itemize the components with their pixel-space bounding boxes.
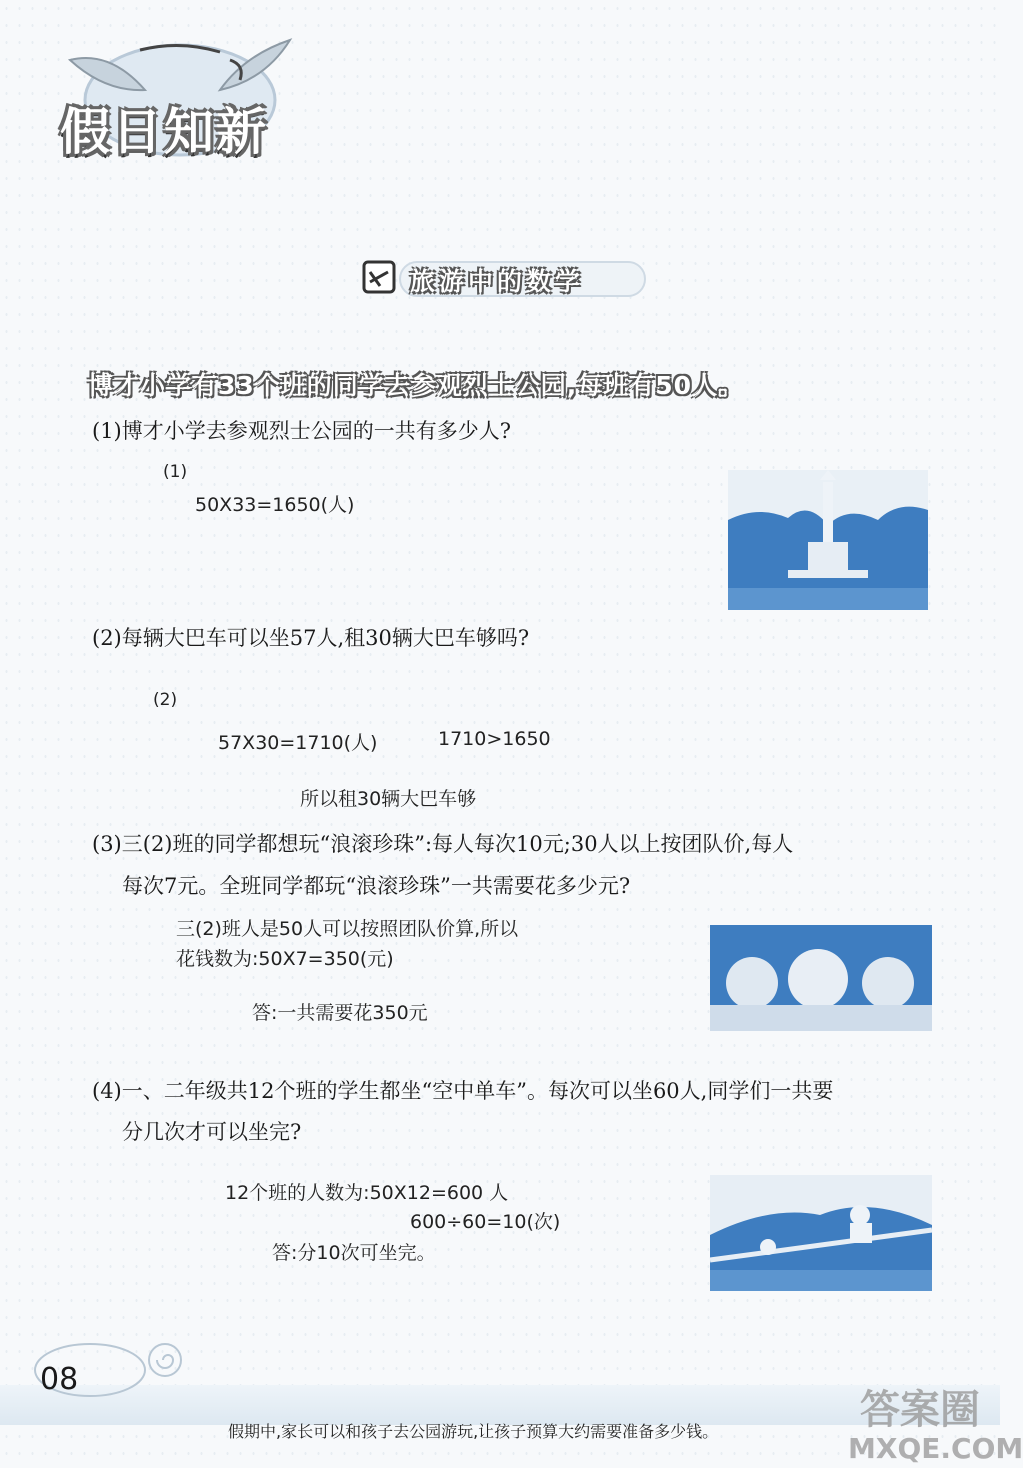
- question-3-line-1: (3)三(2)班的同学都想玩“浪滚珍珠”:每人每次10元;30人以上按团队价,每人: [92, 832, 794, 856]
- question-4-line-1: (4)一、二年级共12个班的学生都坐“空中单车”。每次可以坐60人,同学们一共要: [92, 1079, 834, 1103]
- answer-1-calc: 50X33=1650(人): [195, 494, 355, 516]
- answer-3-line-3: 答:一共需要花350元: [252, 1002, 428, 1024]
- photo-memorial-tower: [728, 470, 928, 610]
- answer-4-line-2: 600÷60=10(次): [410, 1211, 561, 1233]
- question-1: (1)博才小学去参观烈士公园的一共有多少人?: [92, 419, 512, 443]
- answer-4-line-1: 12个班的人数为:50X12=600 人: [225, 1182, 509, 1204]
- logo-title: 假日知新: [60, 103, 268, 161]
- question-2: (2)每辆大巴车可以坐57人,租30辆大巴车够吗?: [92, 626, 530, 650]
- problem-intro: 博才小学有33个班的同学去参观烈士公园,每班有50人。: [88, 371, 745, 400]
- page-number: 08: [40, 1362, 79, 1397]
- answer-4-line-3: 答:分10次可坐完。: [272, 1242, 436, 1264]
- answer-3-line-2: 花钱数为:50X7=350(元): [176, 948, 394, 970]
- photo-sky-bicycle: [710, 1175, 932, 1291]
- photo-water-balls: [710, 925, 932, 1031]
- answer-2-conclusion: 所以租30辆大巴车够: [300, 788, 477, 810]
- watermark-logo: 答案圈: [860, 1387, 980, 1433]
- question-3-line-2: 每次7元。全班同学都玩“浪滚珍珠”一共需要花多少元?: [122, 874, 631, 898]
- answer-3-line-1: 三(2)班人是50人可以按照团队价算,所以: [176, 918, 519, 940]
- section-title: 旅游中的数学: [410, 267, 585, 296]
- answer-1-label: (1): [163, 462, 188, 482]
- answer-2-compare: 1710>1650: [438, 728, 551, 750]
- answer-2-calc: 57X30=1710(人): [218, 732, 378, 754]
- watermark-url: MXQE.COM: [848, 1432, 1023, 1465]
- answer-2-label: (2): [153, 690, 178, 710]
- footer-tip: 假期中,家长可以和孩子去公园游玩,让孩子预算大约需要准备多少钱。: [228, 1422, 719, 1441]
- question-4-line-2: 分几次才可以坐完?: [122, 1120, 302, 1144]
